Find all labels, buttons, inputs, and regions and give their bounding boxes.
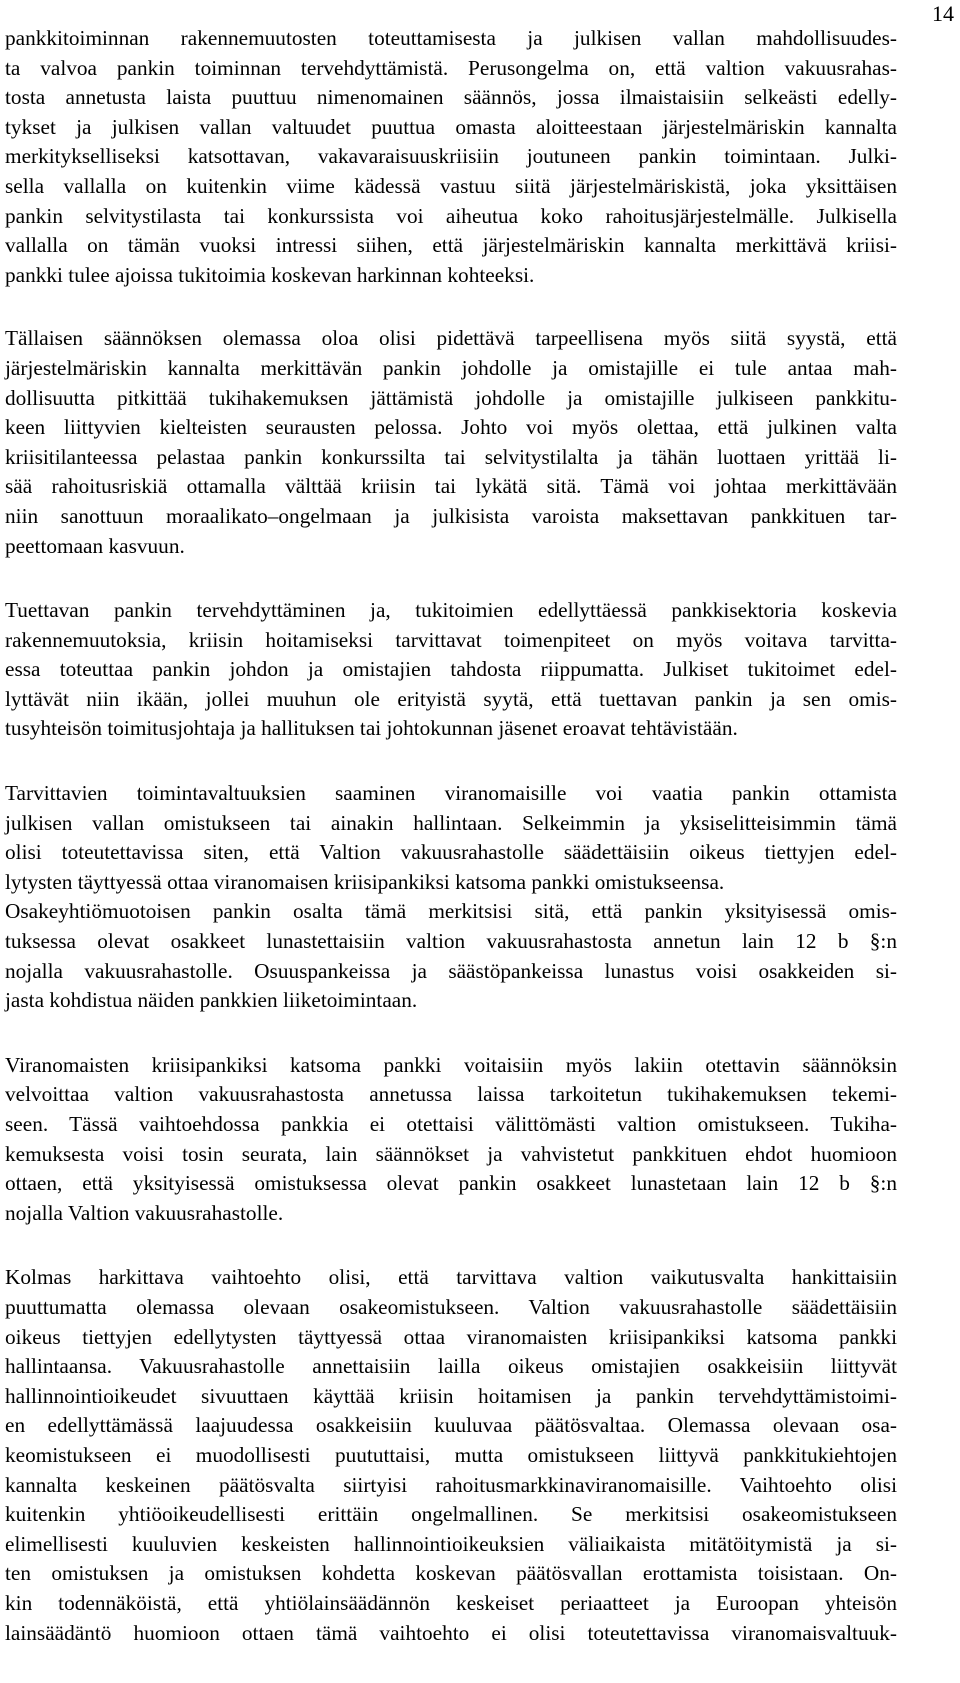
text-line: merkitykselliseksi katsottavan, vakavaraisuuskriisiin joutuneen pankin toimintaan. Julki- (5, 144, 897, 169)
text-line: tusyhteisön toimitusjohtaja ja hallituksen tai johtokunnan jäsenet eroavat tehtävistään. (5, 716, 738, 741)
text-line: Tällaisen säännöksen olemassa oloa olisi pidettävä tarpeellisena myös siitä syystä, että (5, 326, 897, 351)
text-line: vallalla on tämän vuoksi intressi siihen, että järjestelmäriskin kannalta merkittävä kriisi- (5, 233, 897, 258)
text-line: essa toteuttaa pankin johdon ja omistajien tahdosta riippumatta. Julkiset tukitoimet edel- (5, 657, 897, 682)
text-line: ottaen, että yksityisessä omistuksessa olevat pankin osakkeet lunastetaan lain 12 b §:n (5, 1171, 898, 1196)
text-line: nojalla vakuusrahastolle. Osuuspankeissa ja säästöpankeissa lunastus voisi osakkeiden si- (5, 958, 897, 983)
paragraph-5 (5, 1051, 897, 1229)
text-line: niin sanottuun moraalikato–ongelmaan ja julkisista varoista maksettavan pankkituen tar- (5, 503, 897, 528)
text-line: sää rahoitusriskiä ottamalla välttää kriisin tai lykätä sitä. Tämä voi johtaa merkittävään (5, 474, 897, 499)
text-line: olisi toteutettavissa siten, että Valtion vakuusrahastolle säädettäisiin oikeus tiettyjen edel- (5, 840, 897, 865)
text-line: kannalta keskeinen päätösvalta siirtyisi rahoitusmarkkinaviranomaisille. Vaihtoehto olisi (5, 1472, 897, 1497)
text-line: en edellyttämässä laajuudessa osakkeisiin kuuluvaa päätösvaltaa. Olemassa olevaan osa- (5, 1413, 898, 1438)
text-line: keomistukseen ei muodollisesti puututtaisi, mutta omistukseen liittyvä pankkitukiehtojen (5, 1442, 897, 1467)
text-line: ten omistuksen ja omistuksen kohdetta koskevan päätösvallan erottamista toisistaan. On- (5, 1561, 897, 1586)
paragraph-4 (5, 779, 897, 1016)
text-line: sella vallalla on kuitenkin viime kädessä vastuu siitä järjestelmäriskistä, joka yksittäisen (5, 173, 897, 198)
text-line: pankin selvitystilasta tai konkurssista voi aiheutua koko rahoitusjärjestelmälle. Julkisella (5, 203, 897, 228)
text-line: elimellisesti kuuluvien keskeisten hallinnointioikeuksien väliaikaista mitätöitymistä ja si- (5, 1531, 897, 1556)
text-line: tuksessa olevat osakkeet lunastettaisiin valtion vakuusrahastosta annetun lain 12 b §:n (5, 929, 897, 954)
text-line: puuttumatta olemassa olevaan osakeomistukseen. Valtion vakuusrahastolle säädettäisiin (5, 1294, 897, 1319)
text-line: lainsäädäntö huomioon ottaen tämä vaihtoehto ei olisi toteutettavissa viranomaisvaltuuk- (5, 1620, 897, 1645)
text-line: kuitenkin yhtiöoikeudellisesti erittäin ongelmallinen. Se merkitsisi osakeomistukseen (5, 1502, 897, 1527)
text-line: Tuettavan pankin tervehdyttäminen ja, tukitoimien edellyttäessä pankkisektoria koskevia (5, 598, 897, 623)
text-line: pankki tulee ajoissa tukitoimia koskevan harkinnan kohteeksi. (5, 262, 535, 287)
page-number: 14 (932, 1, 954, 26)
text-line: velvoittaa valtion vakuusrahastosta annetussa laissa tarkoitetun tukihakemuksen tekemi- (5, 1082, 897, 1107)
text-line: Osakeyhtiömuotoisen pankin osalta tämä merkitsisi sitä, että pankin yksityisessä omis- (5, 899, 897, 924)
document-body (5, 24, 897, 1683)
text-line: hallinnointioikeudet sivuuttaen käyttää kriisin hoitamisen ja pankin tervehdyttämistoimi- (5, 1383, 897, 1408)
text-line: tykset ja julkisen vallan valtuudet puuttua omasta aloitteestaan järjestelmäriskin kannalta (5, 114, 897, 139)
paragraph-1 (5, 24, 897, 290)
text-line: seen. Tässä vaihtoehdossa pankkia ei otettaisi välittömästi valtion omistukseen. Tukiha- (5, 1112, 897, 1136)
text-line: kriisitilanteessa pelastaa pankin konkurssilta tai selvitystilalta ja tähän luottaen yrittää li- (5, 444, 897, 469)
text-line: nojalla Valtion vakuusrahastolle. (5, 1200, 284, 1225)
text-line: julkisen vallan omistukseen tai ainakin hallintaan. Selkeimmin ja yksiselitteisimmin tämä (5, 810, 897, 835)
text-line: järjestelmäriskin kannalta merkittävän pankin johdolle ja omistajille ei tule antaa mah- (5, 355, 897, 380)
text-line: rakennemuutoksia, kriisin hoitamiseksi tarvittavat toimenpiteet on myös voitava tarvitta- (5, 627, 897, 652)
text-line: tosta annetusta laista puuttuu nimenomainen säännös, jossa ilmaistaisiin selkeästi edelly- (5, 85, 897, 110)
text-line: pankkitoiminnan rakennemuutosten toteuttamisesta ja julkisen vallan mahdollisuudes- (5, 26, 897, 50)
text-line: lytysten täyttyessä ottaa viranomaisen kriisipankiksi katsoma pankki omistukseensa. (5, 869, 725, 894)
text-line: jasta kohdistua näiden pankkien liiketoimintaan. (5, 988, 418, 1013)
text-line: peettomaan kasvuun. (5, 533, 185, 558)
text-line: lyttävät niin ikään, jollei muuhun ole erityistä syytä, että tuettavan pankin ja sen omis- (5, 686, 897, 711)
text-line: dollisuutta pitkittää tukihakemuksen jättämistä johdolle ja omistajille julkiseen pankkitu- (5, 385, 898, 410)
text-line: oikeus tiettyjen edellytysten täyttyessä ottaa viranomaisten kriisipankiksi katsoma pankki (5, 1324, 897, 1349)
text-line: Tarvittavien toimintavaltuuksien saaminen viranomaisille voi vaatia pankin ottamista (5, 781, 898, 806)
paragraph-2 (5, 324, 897, 561)
text-line: kemuksesta voisi tosin seurata, lain säännökset ja vahvistetut pankkituen ehdot huomioon (5, 1141, 897, 1166)
paragraph-6 (5, 1263, 897, 1648)
text-line: Viranomaisten kriisipankiksi katsoma pankki voitaisiin myös lakiin otettavin säännöksin (5, 1052, 898, 1077)
text-line: keen liittyvien kielteisten seurausten pelossa. Johto voi myös olettaa, että julkinen valta (5, 415, 897, 440)
text-line: ta valvoa pankin toiminnan tervehdyttämistä. Perusongelma on, että valtion vakuusrahas- (5, 55, 897, 80)
text-line: Kolmas harkittava vaihtoehto olisi, että tarvittava valtion vaikutusvalta hankittaisiin (5, 1265, 897, 1290)
text-line: hallintaansa. Vakuusrahastolle annettaisiin lailla oikeus omistajien osakkeisiin liittyvät (5, 1354, 897, 1379)
paragraph-3 (5, 596, 897, 744)
text-line: kin todennäköistä, että yhtiölainsäädännön keskeiset periaatteet ja Euroopan yhteisön (5, 1590, 897, 1615)
